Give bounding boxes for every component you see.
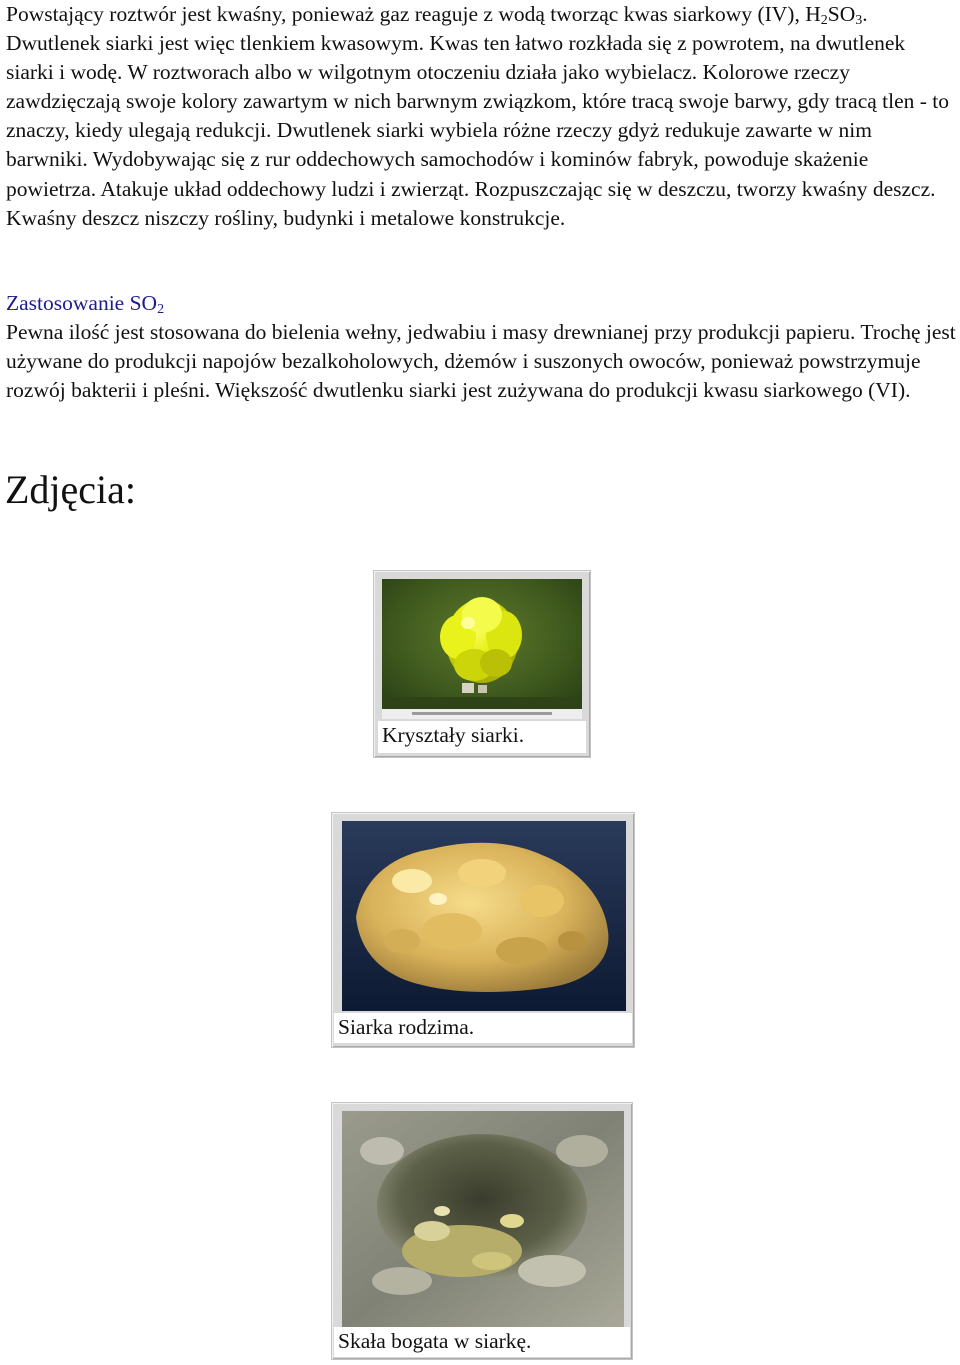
subscript: 2 [157,302,165,317]
intro-text-2: SO [827,2,856,26]
figure-caption: Kryształy siarki. [378,721,586,753]
subscript: 2 [820,13,828,28]
figure-native-sulfur [331,812,635,1048]
uses-heading-text: Zastosowanie SO [6,291,158,315]
uses-paragraph: Pewna ilość jest stosowana do bielenia wełny, jedwabiu i masy drewnianej przy produkcji papieru. Trochę jest używane do produkcji napojów bezalkoholowych, dżemów i suszonych owoców, ponieważ powstrzymuje rozwój bakterii i pleśni. Większość dwutlenku siarki jest zużywana do produkcji kwasu siarkowego (VI). [6,320,956,403]
uses-heading [6,289,164,318]
sulfur-rich-rock-photo [342,1111,624,1327]
subscript: 3 [855,13,863,28]
figure-caption: Skała bogata w siarkę. [334,1327,630,1357]
intro-paragraph [6,0,956,233]
figure-sulfur-rich-rock [331,1102,633,1360]
figure-sulfur-crystals [373,570,591,758]
intro-text-3: . Dwutlenek siarki jest więc tlenkiem kwasowym. Kwas ten łatwo rozkłada się z powrotem, na dwutlenek siarki i wodę. W roztworach albo w wilgotnym otoczeniu działa jako wybielacz. Kolorowe rzeczy zawdzięczają swoje kolory zawartym w nich barwnym związkom, które tracą swoje barwy, gdy tracą tlen - to znaczy, kiedy ulegają redukcji. Dwutlenek siarki wybiela różne rzeczy gdyż redukuje zawarte w nim barwniki. Wydobywając się z rur oddechowych samochodów i kominów fabryk, powoduje skażenie powietrza. Atakuje układ oddechowy ludzi i zwierząt. Rozpuszczając się w deszczu, tworzy kwaśny deszcz. Kwaśny deszcz niszczy rośliny, budynki i metalowe konstrukcje. [6,2,950,230]
figure-caption: Siarka rodzima. [334,1013,632,1043]
intro-text-1: Powstający roztwór jest kwaśny, ponieważ gaz reaguje z wodą tworząc kwas siarkowy (IV), H [6,2,821,26]
photos-heading: Zdjęcia: [5,467,137,512]
native-sulfur-photo [342,821,626,1011]
sulfur-crystals-photo [382,579,582,719]
